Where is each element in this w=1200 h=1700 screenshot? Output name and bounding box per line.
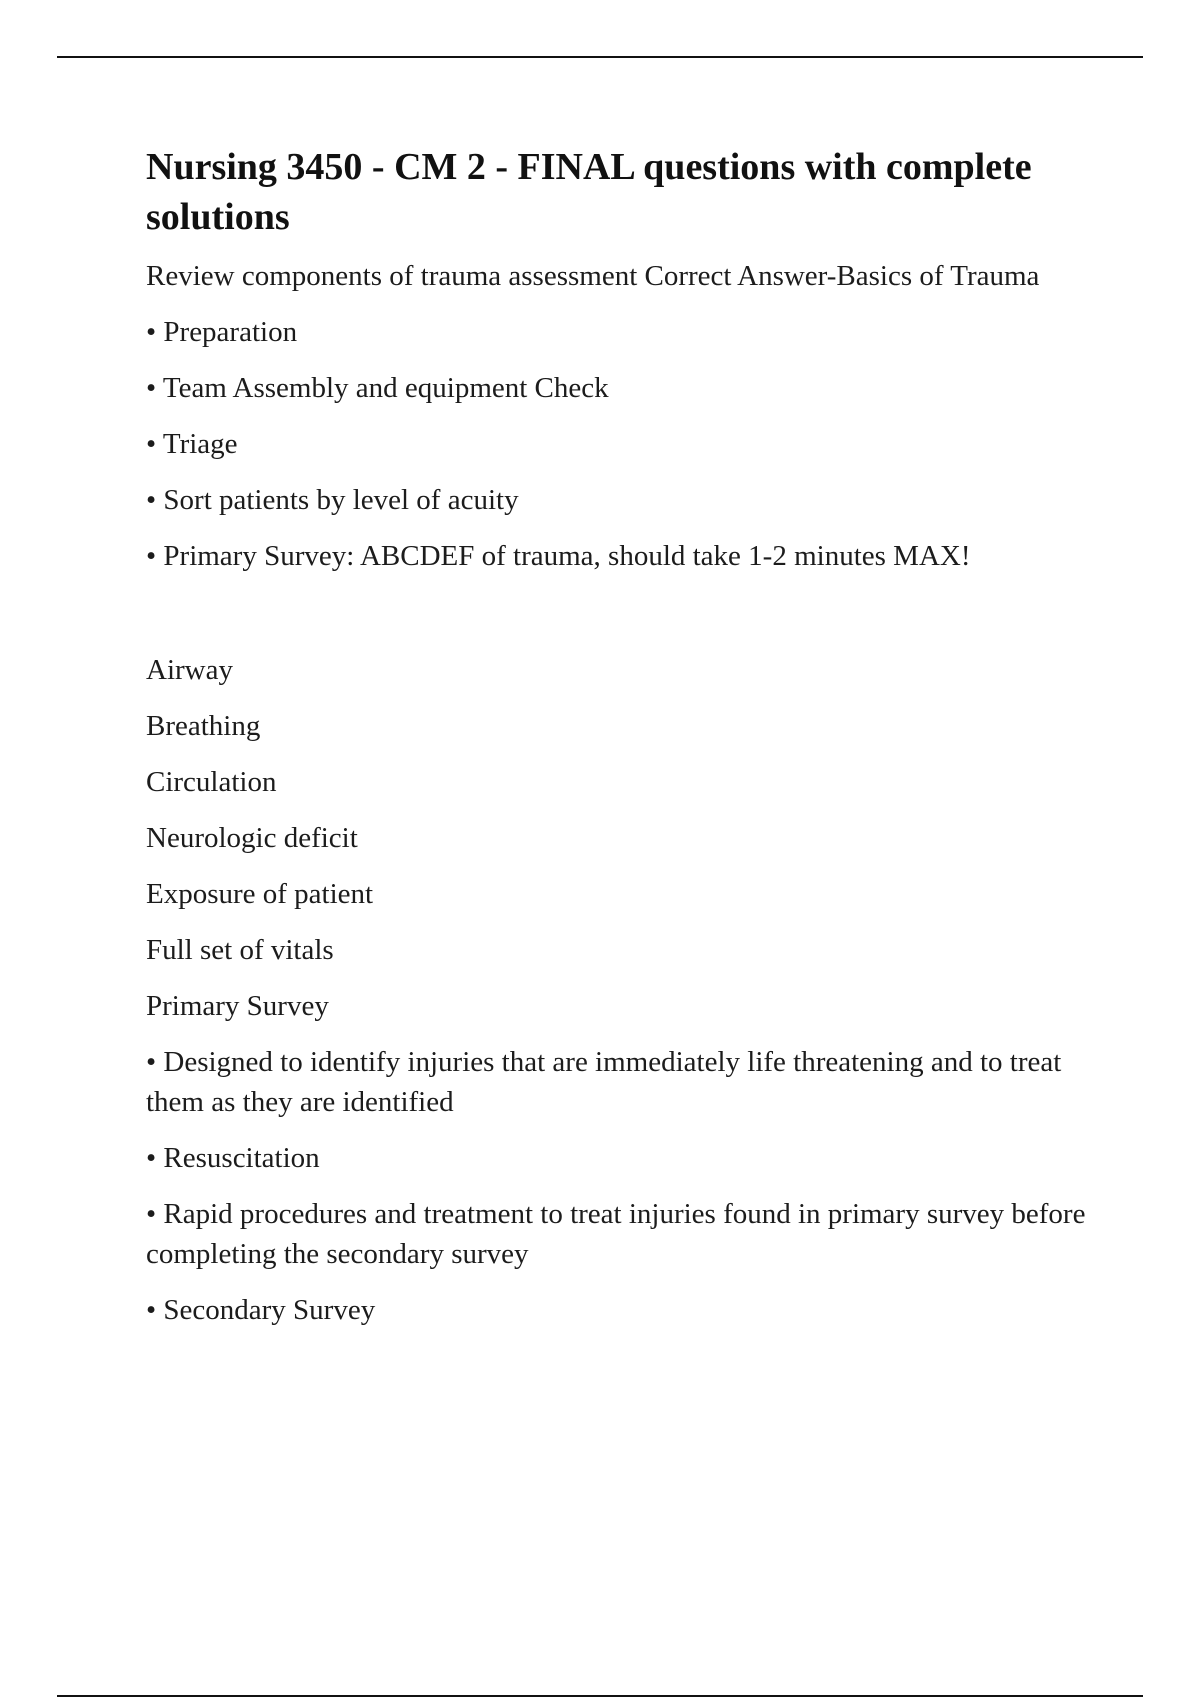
abcdef-circulation: Circulation	[146, 766, 277, 798]
abcdef-breathing: Breathing	[146, 710, 261, 742]
header-rule	[57, 56, 1143, 58]
section-spacer	[146, 592, 1106, 650]
question-text: Review components of trauma assessment Correct Answer-Basics of Trauma	[146, 260, 1040, 292]
footer-rule	[57, 1695, 1143, 1697]
document-title: Nursing 3450 - CM 2 - FINAL questions with complete solutions	[146, 146, 1032, 238]
bullet-triage: • Triage	[146, 428, 238, 460]
primary-survey-heading: Primary Survey	[146, 990, 329, 1022]
bullet-primary-survey: • Primary Survey: ABCDEF of trauma, should take 1-2 minutes MAX!	[146, 540, 971, 572]
bullet-preparation: • Preparation	[146, 316, 298, 348]
abcdef-neurologic-deficit: Neurologic deficit	[146, 822, 358, 854]
document-body	[146, 142, 1106, 1346]
bullet-resuscitation: • Resuscitation	[146, 1142, 320, 1174]
bullet-rapid-procedures: • Rapid procedures and treatment to treat injuries found in primary survey before completing the secondary survey	[146, 1198, 1086, 1270]
abcdef-vitals: Full set of vitals	[146, 934, 334, 966]
bullet-team-assembly: • Team Assembly and equipment Check	[146, 372, 609, 404]
abcdef-exposure: Exposure of patient	[146, 878, 374, 910]
bullet-designed-to-identify: • Designed to identify injuries that are immediately life threatening and to treat them as they are identified	[146, 1046, 1062, 1118]
abcdef-airway: Airway	[146, 654, 233, 686]
bullet-secondary-survey: • Secondary Survey	[146, 1294, 376, 1326]
bullet-sort-patients: • Sort patients by level of acuity	[146, 484, 519, 516]
